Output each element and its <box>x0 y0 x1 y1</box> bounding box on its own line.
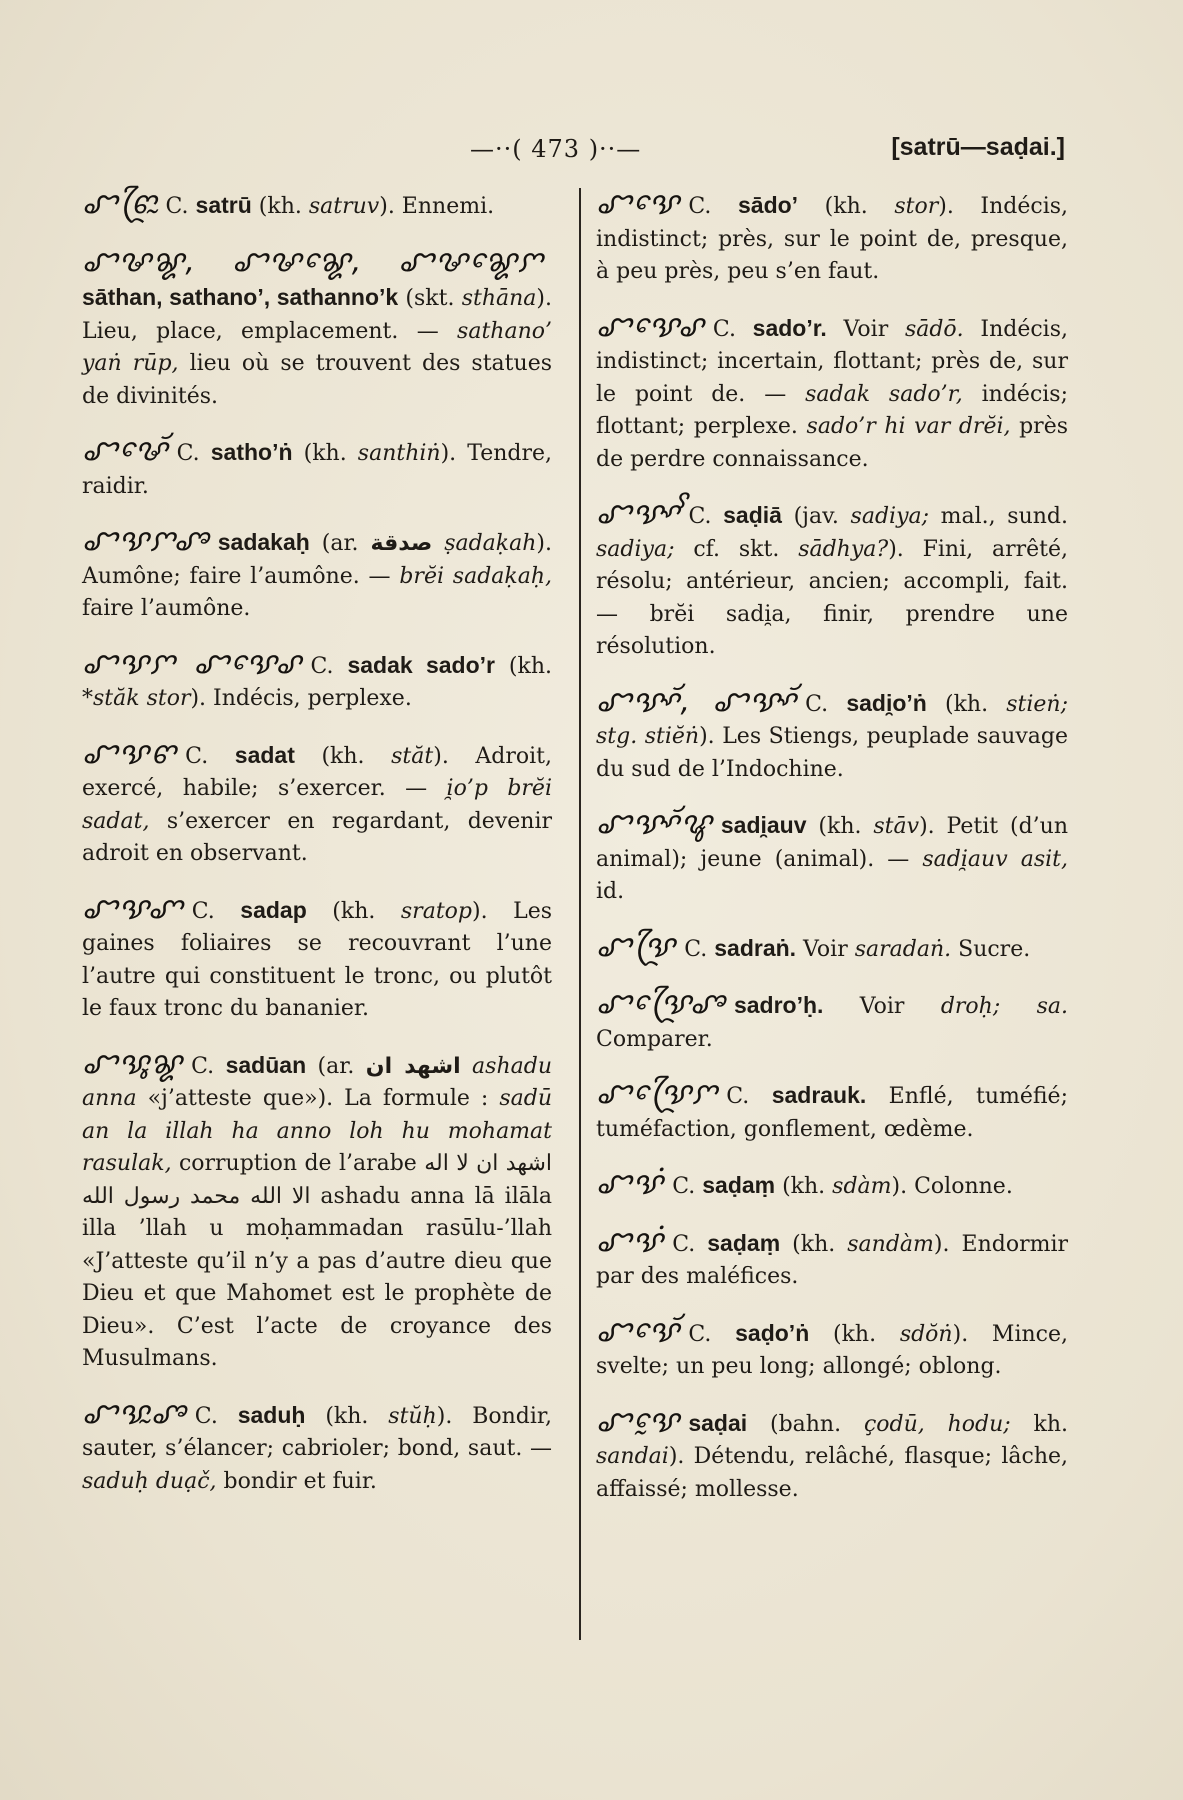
entry-label: C. <box>726 1084 750 1109</box>
cham-script-headword: ꨧꨕꨳꨮꨥ <box>596 806 713 841</box>
entry-text: Comparer. <box>596 1026 713 1052</box>
dictionary-entry <box>596 1168 1068 1204</box>
entry-text: ). Ennemi. <box>379 194 495 219</box>
entry-label: C. <box>176 441 200 466</box>
dictionary-entry <box>82 1395 552 1499</box>
arabic-text: صدقة <box>370 531 433 556</box>
entry-text: faire l’aumône. <box>82 596 251 621</box>
entry-text: (kh. <box>294 743 392 769</box>
entry-italic: sadi̯auv asit, <box>922 846 1068 872</box>
entry-text: ). Tendre, raidir. <box>82 441 553 499</box>
cham-script-headword: ꨧꨕꨓ <box>82 735 178 771</box>
cham-script-headword: ꨧꨕꩌ <box>596 1166 665 1201</box>
entry-text: Voir <box>823 994 941 1019</box>
headword: satrū <box>195 192 252 218</box>
entry-italic: i̯o’p brĕi sadat, <box>82 776 552 834</box>
dictionary-entry <box>596 683 1069 787</box>
entry-text: indécis; flottant; perplexe. <box>596 381 1069 439</box>
entry-text: kh. <box>1010 1411 1068 1437</box>
entry-text: (kh. <box>806 814 874 839</box>
headword: sādo’ <box>737 192 799 218</box>
entry-italic: stāv <box>873 814 920 839</box>
entry-italic: sado’r hi var drĕi, <box>806 414 1011 439</box>
entry-label: C. <box>672 1231 696 1257</box>
headword: satho’ṅ <box>210 439 293 465</box>
entry-text: Sucre. <box>951 936 1031 962</box>
entry-italic: sthāna <box>461 286 537 311</box>
cham-script-headword: ꨧꨕꨳꨩ <box>596 496 681 531</box>
dictionary-entry <box>596 808 1068 909</box>
headword: sadak sado’r <box>347 651 495 678</box>
entry-italic: sadiya; <box>850 504 930 529</box>
entry-italic: stor <box>894 194 939 219</box>
dictionary-entry <box>82 435 552 503</box>
dictionary-entry <box>82 243 552 414</box>
cham-script-headword: ꨧꨓꨴꨭ <box>82 186 158 221</box>
dictionary-entry <box>596 928 1068 967</box>
entry-text: Voir <box>826 316 905 342</box>
entry-italic: droḥ; sa. <box>940 994 1069 1019</box>
headword: sadūan <box>225 1051 307 1078</box>
entry-text: (kh. <box>775 1174 833 1199</box>
entry-label: C. <box>185 743 209 769</box>
entry-italic: sadū an la illah ha anno loh hu mohamat rasulak, <box>82 1086 552 1176</box>
headword: saḍiā <box>723 502 782 528</box>
entry-italic: brĕi sadaḳaḥ, <box>399 563 552 589</box>
entry-text: bondir et fuir. <box>216 1468 377 1494</box>
headword: sadi̯o’ṅ <box>846 689 927 716</box>
entry-text: ). Détendu, relâché, flasque; lâche, affaissé; mollesse. <box>596 1444 1068 1502</box>
cham-script-headword: ꨧꨕꨭꨨ <box>82 1395 187 1431</box>
entry-italic: stăt <box>391 743 434 769</box>
entry-text: ). Aumône; faire l’aumône. — <box>82 531 552 589</box>
entry-text: id. <box>596 879 625 904</box>
dictionary-entry <box>596 1078 1068 1146</box>
entry-text: (ar. <box>309 531 371 556</box>
entry-italic: çodū, hodu; <box>863 1411 1011 1437</box>
headword: saḍai <box>688 1409 748 1436</box>
headword: saḍo’ṅ <box>735 1319 810 1346</box>
entry-label: C. <box>310 653 334 679</box>
cham-script-headword: ꨧꨕꨆ ꨧꨕꨯꨣ <box>82 645 303 681</box>
entry-text: (bahn. <box>747 1411 864 1437</box>
entry-italic: stieṅ; stg. stiĕṅ <box>596 691 1069 749</box>
dictionary-entry <box>596 498 1068 664</box>
entry-text: près de perdre connaissance. <box>596 414 1069 472</box>
headword: sadakaḥ <box>217 529 310 555</box>
cham-script-headword: ꨧꨕꨳꨮ, ꨧꨕꨳꨮ <box>596 683 798 719</box>
entry-italic: sdŏṅ <box>899 1321 953 1347</box>
dictionary-entry <box>596 308 1069 477</box>
entry-italic: sandai <box>596 1444 669 1469</box>
headword: saduḥ <box>237 1401 306 1428</box>
entry-italic: sādhya? <box>798 536 889 562</box>
headword: saḍaṃ <box>702 1172 776 1198</box>
dictionary-entry <box>82 1045 553 1376</box>
entry-italic: saradaṅ. <box>854 936 952 962</box>
headword: saḍaṃ <box>707 1229 781 1256</box>
entry-text: ). Les Stiengs, peuplade sauvage du sud de l’Indochine. <box>596 724 1068 782</box>
dictionary-entry <box>82 735 553 871</box>
right-column <box>596 188 1068 1528</box>
entry-text: ). Mince, svelte; un peu long; allongé; oblong. <box>596 1321 1068 1379</box>
entry-text: ). Bondir, sauter, s’élancer; cabrioler; bond, saut. — <box>82 1403 552 1461</box>
entry-text: ). Endormir par des maléfices. <box>596 1231 1068 1289</box>
entry-italic: santhiṅ <box>357 441 441 466</box>
arabic-text: اشهد ان <box>365 1053 461 1079</box>
dictionary-entry <box>596 1313 1068 1384</box>
entry-italic: sadiya; <box>596 536 675 562</box>
entry-label: C. <box>191 898 215 924</box>
cham-script-headword: ꨧꨕꨯꨣ <box>596 308 705 344</box>
headword: sadap <box>240 896 307 923</box>
page-header <box>0 135 1183 175</box>
entry-text: Voir <box>796 936 855 962</box>
entry-italic: *stăk stor <box>82 686 191 711</box>
entry-text: «j’atteste que»). La formule : <box>136 1086 500 1111</box>
entry-text: s’exercer en regardant, devenir adroit en observant. <box>82 808 552 866</box>
entry-label: C. <box>712 316 736 342</box>
entry-label: C. <box>805 691 829 717</box>
entry-text: (kh. <box>809 1321 900 1347</box>
headword: sāthan, sathano’, sathanno’k <box>82 284 399 310</box>
entry-label: C. <box>688 1321 712 1347</box>
entry-label: C. <box>688 194 712 219</box>
headword: sadat <box>234 741 295 768</box>
cham-script-headword: ꨧꨕꨴꨯꨨ <box>596 986 726 1021</box>
entry-text: ). Fini, arrêté, résolu; antérieur, ancien; accompli, fait. — brĕi sadi̯a, finir, prendre une résolution. <box>596 536 1068 659</box>
entry-text: Indécis, indistinct; incertain, flottant; près de, sur le point de. — <box>596 316 1068 407</box>
dictionary-entry <box>82 188 552 224</box>
entry-text: ). Les gaines foliaires se recouvrant l’une l’autre qui constituent le tronc, ou plutôt le faux tronc du bananier. <box>82 898 552 1021</box>
entry-text: lieu où se trouvent des statues de divinités. <box>82 351 552 409</box>
cham-script-headword: ꨧꨕꨚ <box>82 890 184 926</box>
entry-text: mal., sund. <box>929 504 1068 529</box>
column-divider <box>579 188 581 1640</box>
dictionary-entry <box>596 1403 1068 1507</box>
cham-script-headword: ꨧꨕꨴꨯꨆ <box>596 1076 719 1111</box>
entry-text: (kh. <box>305 1403 389 1429</box>
entry-label: C. <box>191 1053 215 1079</box>
entry-italic: saduḥ duạč, <box>82 1468 217 1494</box>
headword: sadraṅ. <box>714 934 797 961</box>
entry-text: (skt. <box>398 286 462 311</box>
entry-italic: ashadu anna <box>82 1053 553 1111</box>
entry-text: ). Adroit, exercé, habile; s’exercer. — <box>82 743 553 801</box>
entry-text: ). Colonne. <box>891 1174 1013 1199</box>
entry-text: cf. skt. <box>674 536 799 562</box>
entry-text: (kh. <box>306 898 401 924</box>
entry-label: C. <box>688 504 712 529</box>
entry-text: (jav. <box>781 504 851 529</box>
headword: sadrauk. <box>771 1082 867 1108</box>
entry-italic: satruv <box>308 194 380 219</box>
entry-text: corruption de l’arabe اشهد ان لا اله الا الله محمد رسول الله ashadu anna lā ilāla illa ’llah u moḥammadan rasūlu-’llah «J’atteste qu’il n’y a pas d’autre dieu que Dieu et que Mahomet est le prophète de Dieu». C’est l’acte de croyance des Musulmans. <box>82 1151 553 1371</box>
cham-script-headword: ꨧꨕꨯꨮ <box>596 1313 681 1349</box>
headword: sadro’ḥ. <box>733 992 824 1018</box>
cham-script-headword: ꨧꨕꩌ <box>596 1223 665 1259</box>
entry-italic: ṣadaḳah <box>432 531 537 556</box>
entry-text: (kh. <box>495 653 552 679</box>
entry-italic: sādō. <box>904 316 964 342</box>
entry-text: Enflé, tuméfié; tuméfaction, gonflement, œdème. <box>596 1084 1068 1142</box>
entry-italic: sdàm <box>832 1174 892 1199</box>
entry-italic: sandàm <box>847 1231 934 1257</box>
entry-text: ). Indécis, indistinct; près, sur le point de, presque, à peu près, peu s’en faut. <box>596 194 1069 284</box>
dictionary-entry <box>82 645 552 716</box>
entry-text: (kh. <box>926 691 1007 717</box>
left-column <box>82 188 552 1520</box>
entry-text: (kh. <box>780 1231 848 1257</box>
entry-label: C. <box>165 194 189 219</box>
headword: sadi̯auv <box>720 812 807 838</box>
cham-script-headword: ꨧꨕꨴ <box>596 928 677 964</box>
entry-text: (kh. <box>798 194 895 219</box>
cham-script-headword: ꨧꨔꨯꨮ <box>82 433 169 468</box>
cham-script-headword: ꨧꨕꨯ <box>596 186 681 221</box>
cham-script-headword: ꨧꨔꨘ, ꨧꨔꨘꨯ, ꨧꨔꨘꨯꨆ <box>82 243 544 279</box>
running-head: [satrū—saḍai.] <box>891 133 1065 161</box>
entry-italic: stŭḥ <box>388 1403 437 1429</box>
entry-label: C. <box>194 1403 218 1429</box>
cham-script-headword: ꨧꨕꨶꨘ <box>82 1045 184 1081</box>
entry-label: C. <box>684 936 708 962</box>
entry-italic: sathano’ yaṅ rūp, <box>82 318 552 376</box>
entry-text: ). Petit (d’un animal); jeune (animal). — <box>596 814 1068 872</box>
entry-text: ). Indécis, perplexe. <box>190 686 412 711</box>
dictionary-entry <box>596 988 1068 1056</box>
entry-text: (ar. <box>306 1053 366 1079</box>
dictionary-entry <box>596 188 1068 289</box>
cham-script-headword: ꨧꨕꨆꨨ <box>82 523 210 558</box>
entry-text: (kh. <box>292 441 358 466</box>
dictionary-entry <box>82 890 552 1026</box>
cham-script-headword: ꨧꨕꨰ <box>596 1403 681 1439</box>
entry-text: (kh. <box>251 194 309 219</box>
entry-italic: sratop <box>400 898 472 924</box>
dictionary-entry <box>596 1223 1068 1294</box>
headword: sado’r. <box>752 314 827 341</box>
entry-text: ). Lieu, place, emplacement. — <box>82 286 552 344</box>
dictionary-entry <box>82 525 552 626</box>
page-number: —··( 473 )··— <box>470 135 642 163</box>
entry-italic: sadak sado’r, <box>805 381 963 407</box>
entry-label: C. <box>672 1174 696 1199</box>
